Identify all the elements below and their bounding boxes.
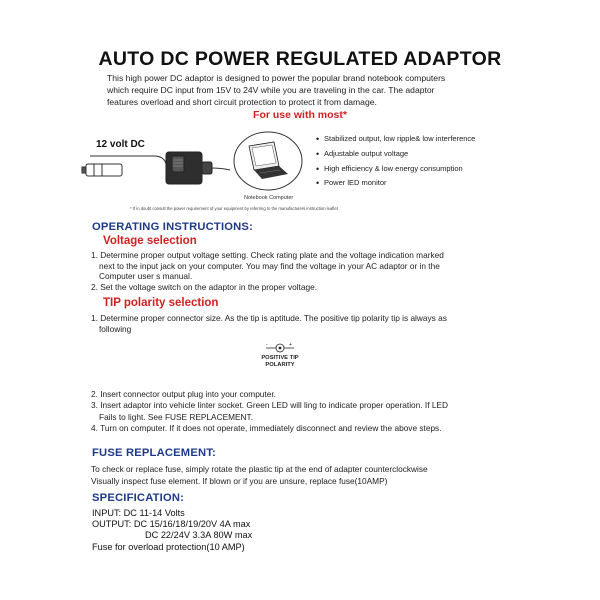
car-adapter-illustration bbox=[80, 142, 240, 192]
intro-line: which require DC input from 15V to 24V while you are traveling in the car. The adaptor bbox=[107, 85, 435, 95]
spec-output-alt: DC 22/24V 3.3A 80W max bbox=[145, 530, 253, 541]
intro-paragraph bbox=[107, 72, 507, 108]
instruction-line: Visually inspect fuse element. If blown or if you are unsure, replace fuse(10AMP) bbox=[91, 476, 388, 486]
specification-heading: SPECIFICATION: bbox=[92, 492, 185, 504]
instruction-line: 2. Set the voltage switch on the adaptor in the proper voltage. bbox=[91, 281, 318, 292]
operating-instructions-heading: OPERATING INSTRUCTIONS: bbox=[92, 221, 254, 233]
footnote: * If in doubt consult the power requirement of your equipment by referring to the manufacturers instruction leaflet bbox=[130, 206, 338, 211]
voltage-selection-heading: Voltage selection bbox=[103, 235, 197, 247]
voltage-instructions bbox=[91, 250, 511, 292]
spec-fuse: Fuse for overload protection(10 AMP) bbox=[92, 541, 245, 552]
cigarette-plug-icon bbox=[82, 164, 122, 176]
spec-input: INPUT: DC 11-14 Volts bbox=[92, 508, 185, 518]
feature-item: • Stabilized output, low ripple& low interference bbox=[316, 134, 516, 149]
instruction-line: following bbox=[99, 323, 132, 334]
instruction-line: 1. Determine proper output voltage setting. Check rating plate and the voltage indication marked bbox=[91, 250, 444, 260]
instruction-line: 2. Insert connector output plug into your computer. bbox=[91, 389, 276, 399]
adapter-body-icon bbox=[166, 152, 212, 184]
instruction-line: 4. Turn on computer. If it does not operate, immediately disconnect and review the above steps. bbox=[91, 423, 442, 434]
instruction-line: Computer user s manual. bbox=[99, 271, 193, 282]
operation-steps bbox=[91, 389, 521, 435]
fuse-instructions bbox=[91, 463, 521, 487]
document-title: AUTO DC POWER REGULATED ADAPTOR bbox=[98, 48, 502, 70]
polarity-symbol-icon bbox=[264, 342, 296, 354]
svg-text:-: - bbox=[266, 342, 268, 348]
spec-output: OUTPUT: DC 15/16/18/19/20V 4A max bbox=[92, 519, 251, 530]
specification-block bbox=[92, 508, 422, 553]
tip-polarity-instructions bbox=[91, 313, 511, 334]
positive-tip-polarity-label bbox=[255, 355, 305, 369]
feature-item: • High efficiency & low energy consumption bbox=[316, 164, 516, 179]
feature-item: • Power lED monitor bbox=[316, 178, 516, 193]
polarity-label-line: POSITIVE TIP bbox=[261, 355, 299, 361]
feature-item: • Adjustable output voltage bbox=[316, 149, 516, 164]
intro-line: features overload and short circuit protection to protect it from damage. bbox=[107, 97, 377, 107]
use-with-most-heading: For use with most* bbox=[253, 109, 347, 121]
volt-dc-label: 12 volt DC bbox=[96, 139, 145, 150]
polarity-label-line: POLARITY bbox=[265, 362, 295, 368]
tip-polarity-heading: TIP polarity selection bbox=[103, 297, 219, 309]
instruction-line: To check or replace fuse, simply rotate the plastic tip at the end of adapter counterclockwise bbox=[91, 464, 428, 474]
intro-line: This high power DC adaptor is designed to power the popular brand notebook computers bbox=[107, 73, 446, 83]
svg-text:+: + bbox=[289, 342, 292, 348]
notebook-computer-label: Notebook Computer bbox=[244, 195, 294, 201]
fuse-replacement-heading: FUSE REPLACEMENT: bbox=[92, 447, 216, 459]
features-list bbox=[316, 134, 516, 193]
notebook-computer-illustration bbox=[232, 130, 304, 194]
instruction-line: Fails to light. See FUSE REPLACEMENT. bbox=[99, 411, 254, 422]
instruction-line: next to the input jack on your computer. You may find the voltage in your AC adaptor or in the bbox=[99, 260, 440, 271]
instruction-line: 3. Insert adaptor into vehicle linter socket. Green LED will ling to indicate proper operation. If LED bbox=[91, 400, 448, 411]
instruction-line: 1. Determine proper connector size. As the tip is aptitude. The positive tip polarity tip is always as bbox=[91, 313, 447, 323]
